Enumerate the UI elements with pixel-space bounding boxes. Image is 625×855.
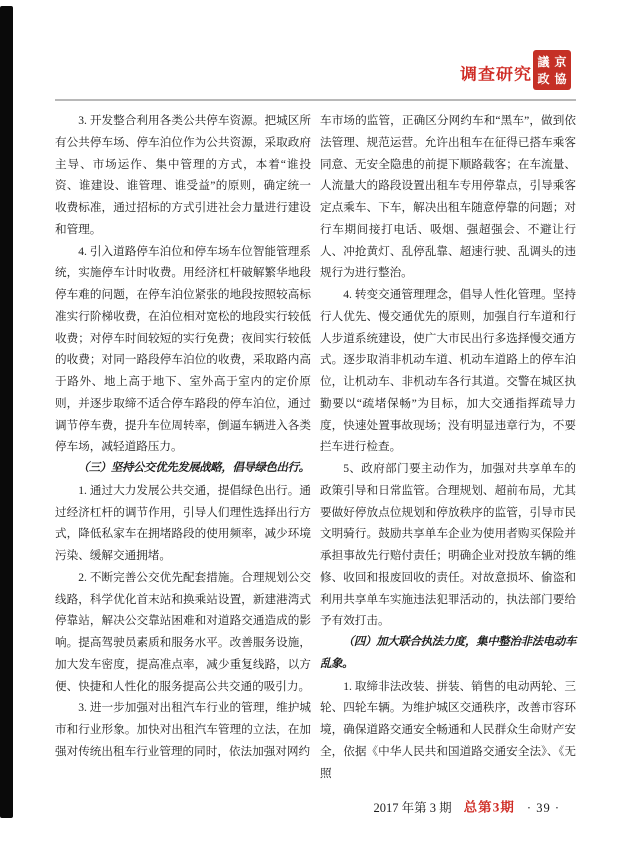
- header-divider: [55, 99, 576, 101]
- page-number: · 39 ·: [526, 801, 560, 815]
- paragraph: 3. 开发整合利用各类公共停车资源。把城区所有公共停车场、停车泊位作为公共资源，采取政府主导、市场运作、集中管理的方式，本着“谁投资、谁建设、谁管理、谁受益”的原则，确定统一收费标准，通过招标的方式引进社会力量进行建设和管理。: [55, 114, 311, 236]
- paragraph: 1. 通过大力发展公共交通，提倡绿色出行。通过经济杠杆的调节作用，引导人们理性选择出行方式，降低私家车在拥堵路段的使用频率，减少环境污染、缓解交通拥堵。: [55, 483, 311, 562]
- seal-char: 議: [537, 54, 550, 69]
- paragraph: 1. 取缔非法改装、拼装、销售的电动两轮、三轮、四轮车辆。为维护城区交通秩序，改善市容环境，确保道路交通安全畅通和人民群众生命财产安全，依据《中华人民共和国道路交通安全法》、《无照: [320, 679, 576, 780]
- issue-label: 2017 年第 3 期: [373, 801, 452, 815]
- text-column-right: [320, 110, 576, 784]
- section-logo: 调查研究: [460, 65, 532, 84]
- seal-char: 政: [537, 71, 550, 86]
- journal-seal: [533, 50, 571, 90]
- paragraph: 车市场的监管，正确区分网约车和“黑车”，做到依法管理、规范运营。允许出租车在征得已搭车乘客同意、无安全隐患的前提下顺路载客；在车流量、人流量大的路段设置出租车专用停靠点，引导乘客定点乘车、下车，解决出租车随意停靠的问题；对行车期间接打电话、吸烟、强超强会、不避让行人、冲抢黄灯、乱停乱靠、超速行驶、乱调头的违规行为进行整治。: [320, 114, 576, 280]
- paragraph: 2. 不断完善公交优先配套措施。合理规划公交线路，科学优化首末站和换乘站设置，新建港湾式停靠站，解决公交靠站困难和对道路交通造成的影响。提高驾驶员素质和服务水平。改善服务设施，加大发车密度，提高准点率，减少重复线路，以方便、快捷和人性化的服务提高公共交通的吸引力。: [55, 570, 311, 693]
- paragraph: 4. 转变交通管理理念，倡导人性化管理。坚持行人优先、慢交通优先的原则，加强自行车道和行人步道系统建设，使广大市民出行多选择慢交通方式。逐步取消非机动车道、机动车道路上的停车泊位，让机动车、非机动车各行其道。交警在城区执勤要以“疏堵保畅”为目标，加大交通指挥疏导力度，快速处置事故现场；没有明显违章行为，不要拦车进行检查。: [320, 288, 576, 454]
- paragraph: 5、政府部门要主动作为，加强对共享单车的政策引导和日常监管。合理规划、超前布局，尤其要做好停放点位规划和停放秩序的监管，引导市民文明骑行。鼓励共享单车企业为使用者购买保险并承担事故先行赔付责任；明确企业对投放车辆的维修、收回和报废回收的责任。对故意损坏、偷盗和利用共享单车实施违法犯罪活动的，执法部门要给予有效打击。: [320, 462, 576, 628]
- paragraph: 3. 进一步加强对出租汽车行业的管理，维护城市和行业形象。加快对出租汽车管理的立法，在加强对传统出租车行业管理的同时，依法加强对网约: [55, 701, 311, 758]
- section-heading: （三）坚持公交优先发展战略，倡导绿色出行。: [77, 462, 310, 474]
- text-column-left: [55, 110, 311, 763]
- section-heading: （四）加大联合执法力度，集中整治非法电动车乱象。: [320, 636, 576, 670]
- paragraph: 4. 引入道路停车泊位和停车场车位智能管理系统，实施停车计时收费。用经济杠杆破解繁华地段停车难的问题，在停车泊位紧张的地段按照较高标准实行阶梯收费，在泊位相对宽松的地段实行较低收费；对停车时间较短的实行免费；夜间实行较低的收费；对同一路段停车泊位的收费，采取路内高于路外、地上高于地下、室外高于室内的定价原则，并逐步取缔不适合停车路段的停车泊位，通过调节停车费，提升车位周转率，倒逼车辆进入各类停车场，减轻道路压力。: [55, 244, 311, 454]
- seal-char: 協: [554, 71, 567, 86]
- seal-char: 京: [554, 54, 567, 69]
- journal-brand-logo: 总第3期: [463, 800, 515, 815]
- page-footer: [374, 796, 560, 814]
- scan-gutter-bar: [0, 6, 13, 818]
